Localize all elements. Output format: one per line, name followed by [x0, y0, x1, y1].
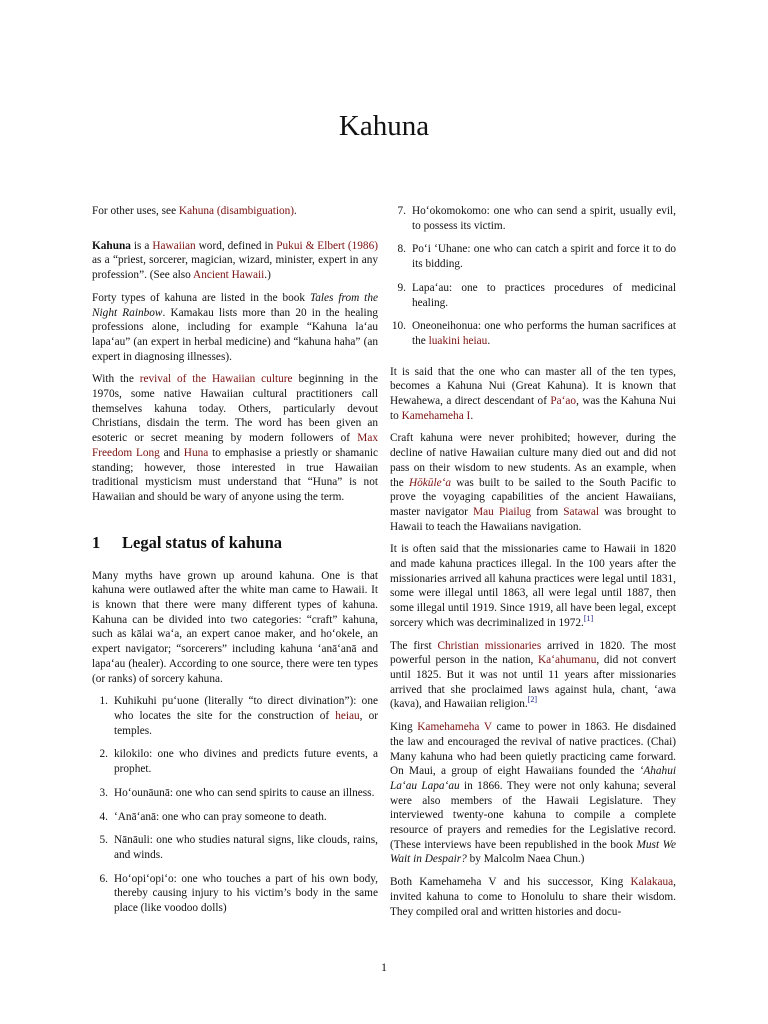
- text: came to power in 1863. He disdained the law and encouraged the revival of native practices. (Chai) Many kahuna who had been quietly practicing came forward. On Maui, a group of eight Hawaiians founded the: [390, 721, 676, 778]
- hokulea-link[interactable]: Hōkūleʻa: [408, 476, 452, 489]
- heiau-link[interactable]: heiau: [335, 709, 360, 722]
- term-kahuna: Kahuna: [92, 239, 131, 252]
- section-number: 1: [92, 532, 101, 552]
- list-number: 8.: [397, 243, 406, 256]
- list-number: 3.: [99, 786, 108, 799]
- kaahumanu-link[interactable]: Kaʻahumanu: [538, 654, 597, 667]
- list-item: [390, 204, 676, 233]
- text: Kuhikuhi puʻuone (literally “to direct divination”): one who locates the site for the construction of: [114, 695, 378, 722]
- huna-link[interactable]: Huna: [183, 446, 209, 459]
- text: ʻAnāʻanā: one who can pray someone to death.: [114, 810, 327, 823]
- list-number: 4.: [99, 810, 108, 823]
- text: , was the Kahuna Nui to: [390, 395, 676, 422]
- text: .): [264, 269, 271, 282]
- society-name: ʻAhahui Laʻau Lapaʻau: [390, 765, 676, 792]
- kahuna-types-list-continued: [390, 204, 676, 349]
- text: Craft kahuna were never prohibited; however, during the decline of native Hawaiian culture many died out and did not pass on their wisdom to new students. As an example, when the: [390, 432, 676, 489]
- text: Hoʻokomokomo: one who can send a spirit, usually evil, to possess its victim.: [412, 205, 676, 232]
- text: , invited kahuna to come to Honolulu to share their wisdom. They compiled oral and written histories and docu-: [390, 876, 676, 918]
- reference-2[interactable]: [2]: [527, 695, 538, 705]
- list-item: [390, 281, 676, 310]
- right-paragraph-5: [390, 720, 676, 867]
- text: and: [159, 446, 184, 459]
- right-paragraph-3: [390, 542, 676, 630]
- list-item: [92, 810, 378, 825]
- ancient-hawaii-link[interactable]: Ancient Hawaii: [193, 269, 265, 282]
- text: is a: [130, 239, 153, 252]
- text: Hoʻounāunā: one who can send spirits to cause an illness.: [114, 786, 375, 799]
- list-number: 6.: [99, 872, 108, 885]
- text: Forty types of kahuna are listed in the book: [92, 291, 310, 304]
- text: as a “priest, sorcerer, magician, wizard, minister, expert in any profession”. (See also: [92, 254, 378, 282]
- text: Lapaʻau: one to practices procedures of medicinal healing.: [412, 281, 676, 309]
- text: , did not convert until 1825. But it was not until 11 years after missionaries arrived that she proclaimed laws against hula, chant, ʻawa (kava), and Hawaiian religion.: [390, 654, 677, 711]
- satawal-link[interactable]: Satawal: [563, 505, 600, 518]
- left-column: [92, 204, 378, 925]
- text: It is said that the one who can master all of the ten types, becomes a Kahuna Nui (Great Kahuna). It is known that Hewahewa, a direct descendant of: [390, 365, 676, 408]
- right-paragraph-1: [390, 365, 676, 424]
- text: It is often said that the missionaries came to Hawaii in 1820 and made kahuna practices illegal. In the 100 years after the missionaries arrived all kahuna practices were legal until 1831, some were illegal until 1863, all were legal until 1887, then some illegal until 1919. Since 1919, all have been legal, except sorcery which was decriminalized in 1972.: [390, 543, 676, 629]
- intro-paragraph-1: [92, 239, 378, 283]
- book-title: Must We Wait in Despair?: [390, 838, 676, 866]
- text: by Malcolm Naea Chun.): [466, 853, 585, 866]
- list-item: [92, 694, 378, 738]
- text: word, defined in: [195, 239, 277, 252]
- intro-paragraph-2: [92, 291, 378, 365]
- intro-paragraph-3: [92, 372, 378, 504]
- text: arrived in 1820. The most powerful person in the nation,: [390, 639, 676, 667]
- list-item: [92, 786, 378, 801]
- text: in 1866. They were not only kahuna; several were also members of the Hawaii Legislature. They interviewed twenty-one kahuna to compile a complete resource of prayers and remedies for the Legislative record. (These interviews have been republished in the book: [390, 779, 676, 851]
- list-number: 1.: [99, 695, 108, 708]
- paao-link[interactable]: Paʻao: [550, 395, 577, 408]
- hatnote: [92, 204, 378, 219]
- luakini-heiau-link[interactable]: luakini heiau: [428, 334, 488, 347]
- text: King: [390, 721, 418, 734]
- page-title: Kahuna: [338, 110, 430, 142]
- disambiguation-link[interactable]: Kahuna (disambiguation): [178, 205, 295, 217]
- christian-missionaries-link[interactable]: Christian missionaries: [437, 639, 542, 652]
- list-number: 7.: [397, 205, 406, 217]
- list-item: [92, 833, 378, 862]
- text: to emphasise a priestly or shamanic standing; however, those interested in true Hawaiian traditional mysticism must understand that “Huna” is not Hawaiian and should be wary of anyone using the term.: [92, 446, 378, 503]
- book-title: Tales from the Night Rainbow: [92, 291, 378, 319]
- text: Poʻi ʻUhane: one who can catch a spirit and force it to do its bidding.: [412, 243, 676, 271]
- list-number: 9.: [397, 281, 406, 294]
- list-item: [92, 747, 378, 776]
- text: was built to be sailed to the South Pacific to prove the voyaging capabilities of the ancient Hawaiians, master navigator: [390, 476, 676, 518]
- kamehameha-i-link[interactable]: Kamehameha I: [401, 409, 471, 422]
- right-paragraph-6: [390, 875, 676, 919]
- text: .: [470, 409, 474, 422]
- text: beginning in the 1970s, some native Hawaiian cultural practitioners call themselves kahuna today. Others, particularly devout Christians, disdain the term. The word has been given an esoteric or secret meaning by modern followers of: [92, 373, 378, 445]
- section-title: Legal status of kahuna: [122, 532, 282, 552]
- list-item: [390, 319, 676, 348]
- text: Oneoneihonua: one who performs the human sacrifices at the: [412, 320, 676, 347]
- text: from: [530, 505, 564, 518]
- hawaiian-link[interactable]: Hawaiian: [152, 239, 196, 252]
- text: .: [487, 334, 491, 347]
- right-column: [390, 204, 676, 927]
- right-paragraph-2: [390, 431, 676, 534]
- revival-link[interactable]: revival of the Hawaiian culture: [139, 373, 293, 386]
- text: . Kamakau lists more than 20 in the healing professions alone, including for example “Kahuna laʻau lapaʻau” (an expert in herbal medicine) and “kahuna haha” (an expert in diagnosing illnesses).: [92, 306, 378, 363]
- text: kilokilo: one who divines and predicts future events, a prophet.: [114, 748, 378, 776]
- text: was brought to Hawaii to teach the Hawaiians navigation.: [390, 505, 677, 533]
- right-paragraph-4: [390, 639, 676, 713]
- reference-1[interactable]: [1]: [583, 614, 594, 624]
- hatnote-end: .: [294, 205, 297, 217]
- text: , or temples.: [114, 709, 378, 737]
- kalakaua-link[interactable]: Kalakaua: [630, 876, 674, 889]
- text: The first: [390, 639, 438, 652]
- hatnote-text: For other uses, see: [92, 205, 179, 217]
- list-number: 10.: [391, 320, 406, 333]
- text: Nānāuli: one who studies natural signs, like clouds, rains, and winds.: [114, 834, 378, 861]
- mau-piailug-link[interactable]: Mau Piailug: [473, 505, 531, 518]
- page-number: 1: [381, 960, 387, 974]
- text: Hoʻopiʻopiʻo: one who touches a part of his own body, thereby causing injury to his victim’s body in the same place (like voodoo dolls): [114, 872, 378, 915]
- section-heading: [92, 533, 378, 553]
- pukui-elbert-link[interactable]: Pukui & Elbert (1986): [276, 239, 378, 252]
- list-item: [390, 242, 676, 271]
- kahuna-types-list: [92, 694, 378, 915]
- text: Both Kamehameha V and his successor, King: [390, 876, 631, 889]
- list-item: [92, 872, 378, 916]
- kamehameha-v-link[interactable]: Kamehameha V: [417, 721, 492, 734]
- text: With the: [92, 373, 140, 386]
- list-number: 5.: [99, 834, 108, 847]
- max-freedom-long-link[interactable]: Max Freedom Long: [92, 432, 378, 459]
- section-paragraph-1: Many myths have grown up around kahuna. One is that kahuna were outlawed after the white man came to Hawaii. It is known that there were many different types of kahuna. Kahuna can be divided into two categories: “craft” kahuna, such as kālai waʻa, an expert canoe maker, and hoʻokele, an expert navigator; “sorcerers” including kahuna ʻanāʻanā and lapaʻau (healer). According to one source, there were ten types (or ranks) of sorcery kahuna.: [92, 569, 378, 685]
- list-number: 2.: [99, 748, 108, 761]
